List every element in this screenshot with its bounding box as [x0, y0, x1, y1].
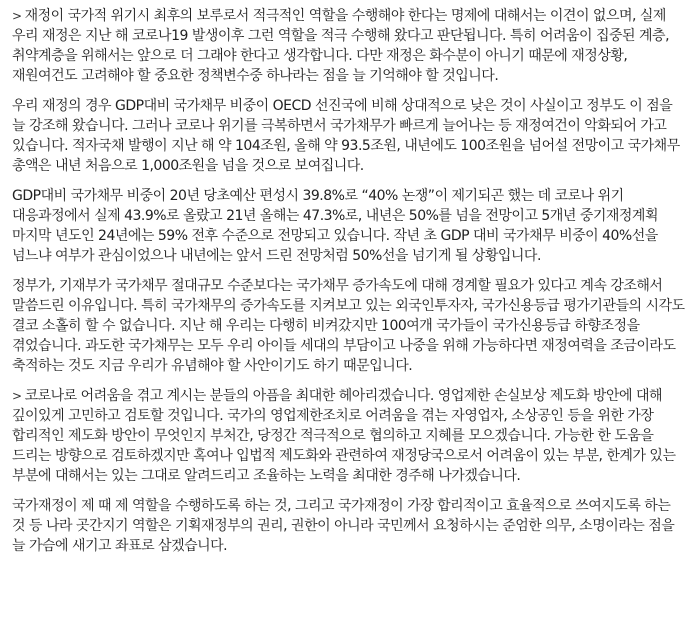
paragraph-debt-ratio: [12, 96, 687, 176]
paragraph-gdp-debt-outlook: [12, 186, 687, 266]
paragraph-text: 코로나로 어려움을 겪고 계시는 분들의 아픔을 최대한 헤아리겠습니다. 영업제한 손실보상 제도화 방안에 대해 깊이있게 고민하고 검토할 것입니다. 국가의 영업제한조치로 어려움을 겪는 자영업자, 소상공인 등을 위한 가장 합리적인 제도화 방안이 무엇인지 부처간, 당정간 적극적으로 협의하고 지혜를 모으겠습니다. 가능한 한 도움을 드리는 방향으로 검토하겠지만 혹여나 입법적 제도화와 관련하여 재정당국으로서 어려움이 있는 부분, 한계가 있는 부분에 대해서는 있는 그대로 알려드리고 조율하는 노력을 최대한 경주해 나가겠습니다.: [12, 388, 676, 484]
paragraph-text: 우리 재정의 경우 GDP대비 국가채무 비중이 OECD 선진국에 비해 상대적으로 낮은 것이 사실이고 정부도 이 점을 늘 강조해 왔습니다. 그러나 코로나 위기를 극복하면서 국가채무가 빠르게 늘어나는 등 재정여건이 악화되어 가고 있습니다. 적자국채 발행이 지난 해 약 104조원, 올해 약 93.5조원, 내년에도 100조원을 넘어설 전망이고 국가채무 총액은 내년 처음으로 1,000조원을 넘을 것으로 보여집니다.: [12, 98, 680, 174]
quote-marker: >: [12, 389, 22, 403]
paragraph-text: 정부가, 기재부가 국가채무 절대규모 수준보다는 국가채무 증가속도에 대해 경계할 필요가 있다고 계속 강조해서 말씀드린 이유입니다. 특히 국가채무의 증가속도를 지켜보고 있는 외국인투자자, 국가신용등급 평가기관들의 시각도 결코 소홀히 할 수 없습니다. 지난 해 우리는 다행히 비켜갔지만 100여개 국가들이 국가신용등급 하향조정을 겪었습니다. 과도한 국가채무는 모두 우리 아이들 세대의 부담이고 나중을 위해 가능하다면 재정여력을 조금이라도 축적하는 것도 지금 우리가 유념해야 할 사안이기도 하기 때문입니다.: [12, 278, 685, 374]
paragraph-text: 국가재정이 제 때 제 역할을 수행하도록 하는 것, 그리고 국가재정이 가장 합리적이고 효율적으로 쓰여지도록 하는 것 등 나라 곳간지기 역할은 기획재정부의 권리, 권한이 아니라 국민께서 요청하시는 준엄한 의무, 소명이라는 점을 늘 가슴에 새기고 좌표로 삼겠습니다.: [12, 498, 675, 554]
paragraph-debt-growth-speed: [12, 276, 687, 376]
quote-marker: >: [12, 9, 22, 23]
paragraph-fiscal-role: [12, 6, 687, 86]
paragraph-treasury-duty: [12, 496, 687, 556]
paragraph-text: GDP대비 국가채무 비중이 20년 당초예산 편성시 39.8%로 “40% 논쟁”이 제기되곤 했는 데 코로나 위기 대응과정에서 실제 43.9%로 올랐고 21년 올해는 47.3%로, 내년은 50%를 넘을 전망이고 5개년 중기재정계획 마지막 년도인 24년에는 59% 전후 수준으로 전망되고 있습니다. 작년 초 GDP 대비 국가채무 비중이 40%선을 넘느냐 여부가 관심이었으나 내년에는 앞서 드린 전망처럼 50%선을 넘기게 될 상황입니다.: [12, 188, 658, 264]
paragraph-loss-compensation: [12, 386, 687, 486]
paragraph-text: 재정이 국가적 위기시 최후의 보루로서 적극적인 역할을 수행해야 한다는 명제에 대해서는 이견이 없으며, 실제 우리 재정은 지난 해 코로나19 발생이후 그런 역할을 적극 수행해 왔다고 판단됩니다. 특히 어려움이 집중된 계층, 취약계층을 위해서는 앞으로 더 그래야 한다고 생각합니다. 다만 재정은 화수분이 아니기 때문에 재정상황, 재원여건도 고려해야 할 중요한 정책변수중 하나라는 점을 늘 기억해야 할 것입니다.: [12, 8, 670, 84]
